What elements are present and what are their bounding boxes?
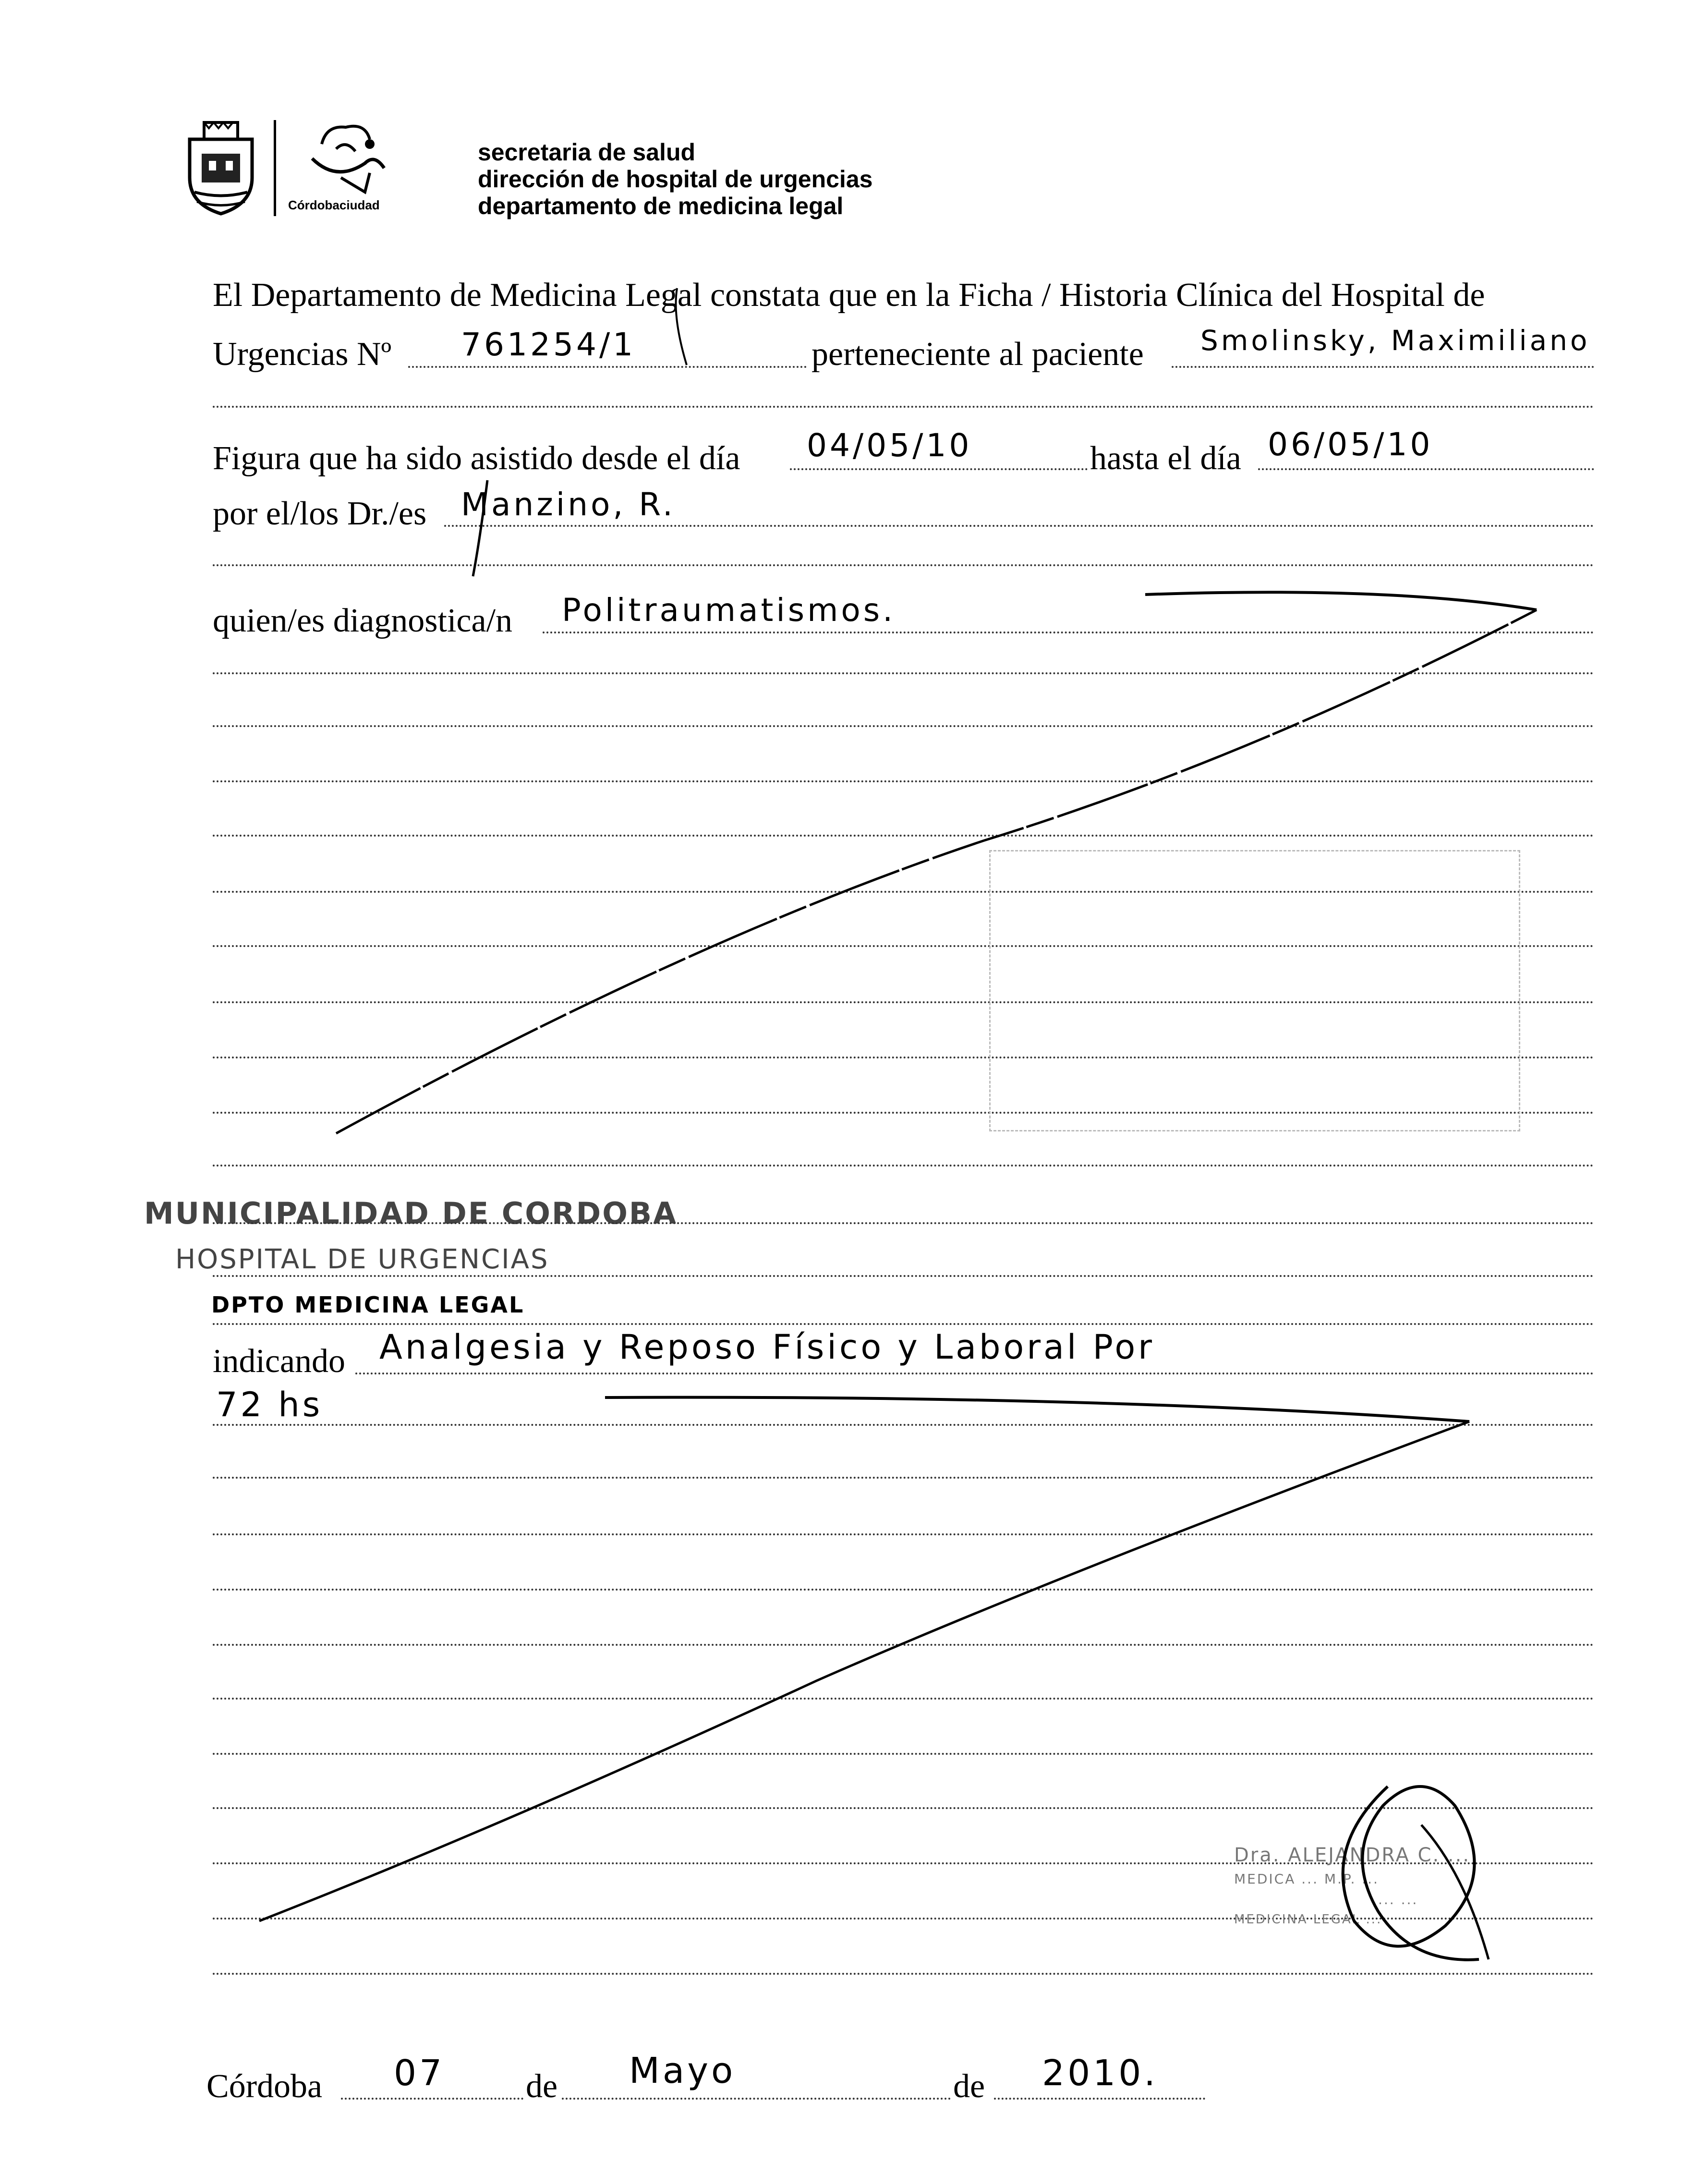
municipal-stamp-line-1: MUNICIPALIDAD DE CORDOBA	[144, 1196, 678, 1231]
urgencias-value: 761254/1	[461, 326, 636, 363]
doctor-stamp-line-3: ... ...	[1378, 1892, 1418, 1908]
mes-value: Mayo	[629, 2050, 736, 2091]
indicando-label: indicando	[213, 1343, 346, 1380]
municipal-stamp-line-3: DPTO MEDICINA LEGAL	[211, 1292, 525, 1318]
cordoba-label: Córdoba	[206, 2068, 323, 2105]
doctor-stamp-line-4: MEDICINA LEGAL ...	[1234, 1912, 1382, 1927]
header-line-1: secretaria de salud	[478, 139, 696, 166]
de-label-1: de	[526, 2068, 558, 2105]
strike-diagonal-2	[259, 1422, 1469, 1921]
desde-value: 04/05/10	[807, 427, 972, 464]
figura-label: Figura que ha sido asistido desde el día	[213, 440, 740, 477]
logo-caption: Córdobaciudad	[288, 198, 380, 212]
dia-value: 07	[394, 2053, 445, 2094]
indicando-value-2: 72 hs	[216, 1385, 323, 1424]
paciente-label: perteneciente al paciente	[812, 336, 1144, 373]
diagnostico-label: quien/es diagnostica/n	[213, 602, 513, 639]
doctor-stamp-line-1: Dra. ALEJANDRA C. ...	[1234, 1844, 1471, 1866]
paciente-value: Smolinsky, Maximiliano	[1200, 324, 1590, 357]
urgencias-label: Urgencias Nº	[213, 336, 392, 373]
indicando-value: Analgesia y Reposo Físico y Laboral Por	[379, 1327, 1155, 1367]
header-line-2: dirección de hospital de urgencias	[478, 166, 873, 193]
hasta-label: hasta el día	[1090, 440, 1241, 477]
dia-line	[341, 2098, 523, 2100]
doctor-label: por el/los Dr./es	[213, 495, 427, 532]
header-line-3: departamento de medicina legal	[478, 193, 844, 219]
anio-line	[994, 2098, 1205, 2100]
anio-value: 2010.	[1042, 2053, 1158, 2094]
de-label-2: de	[953, 2068, 985, 2105]
strike-top-2	[605, 1397, 1469, 1422]
municipal-stamp-line-2: HOSPITAL DE URGENCIAS	[175, 1244, 549, 1275]
hasta-value: 06/05/10	[1268, 426, 1433, 463]
strike-diagonal-1	[336, 610, 1537, 1133]
mes-line	[562, 2098, 951, 2100]
signature	[1343, 1786, 1479, 1960]
doctor-value: Manzino, R.	[461, 486, 676, 523]
intro-text: El Departamento de Medicina Legal constata que en la Ficha / Historia Clínica del Hospital de	[213, 277, 1485, 314]
diagnostico-value: Politraumatismos.	[562, 592, 896, 629]
doctor-stamp-line-2: MEDICA ... M.P. ...	[1234, 1871, 1379, 1887]
strike-top-1	[1145, 592, 1537, 610]
